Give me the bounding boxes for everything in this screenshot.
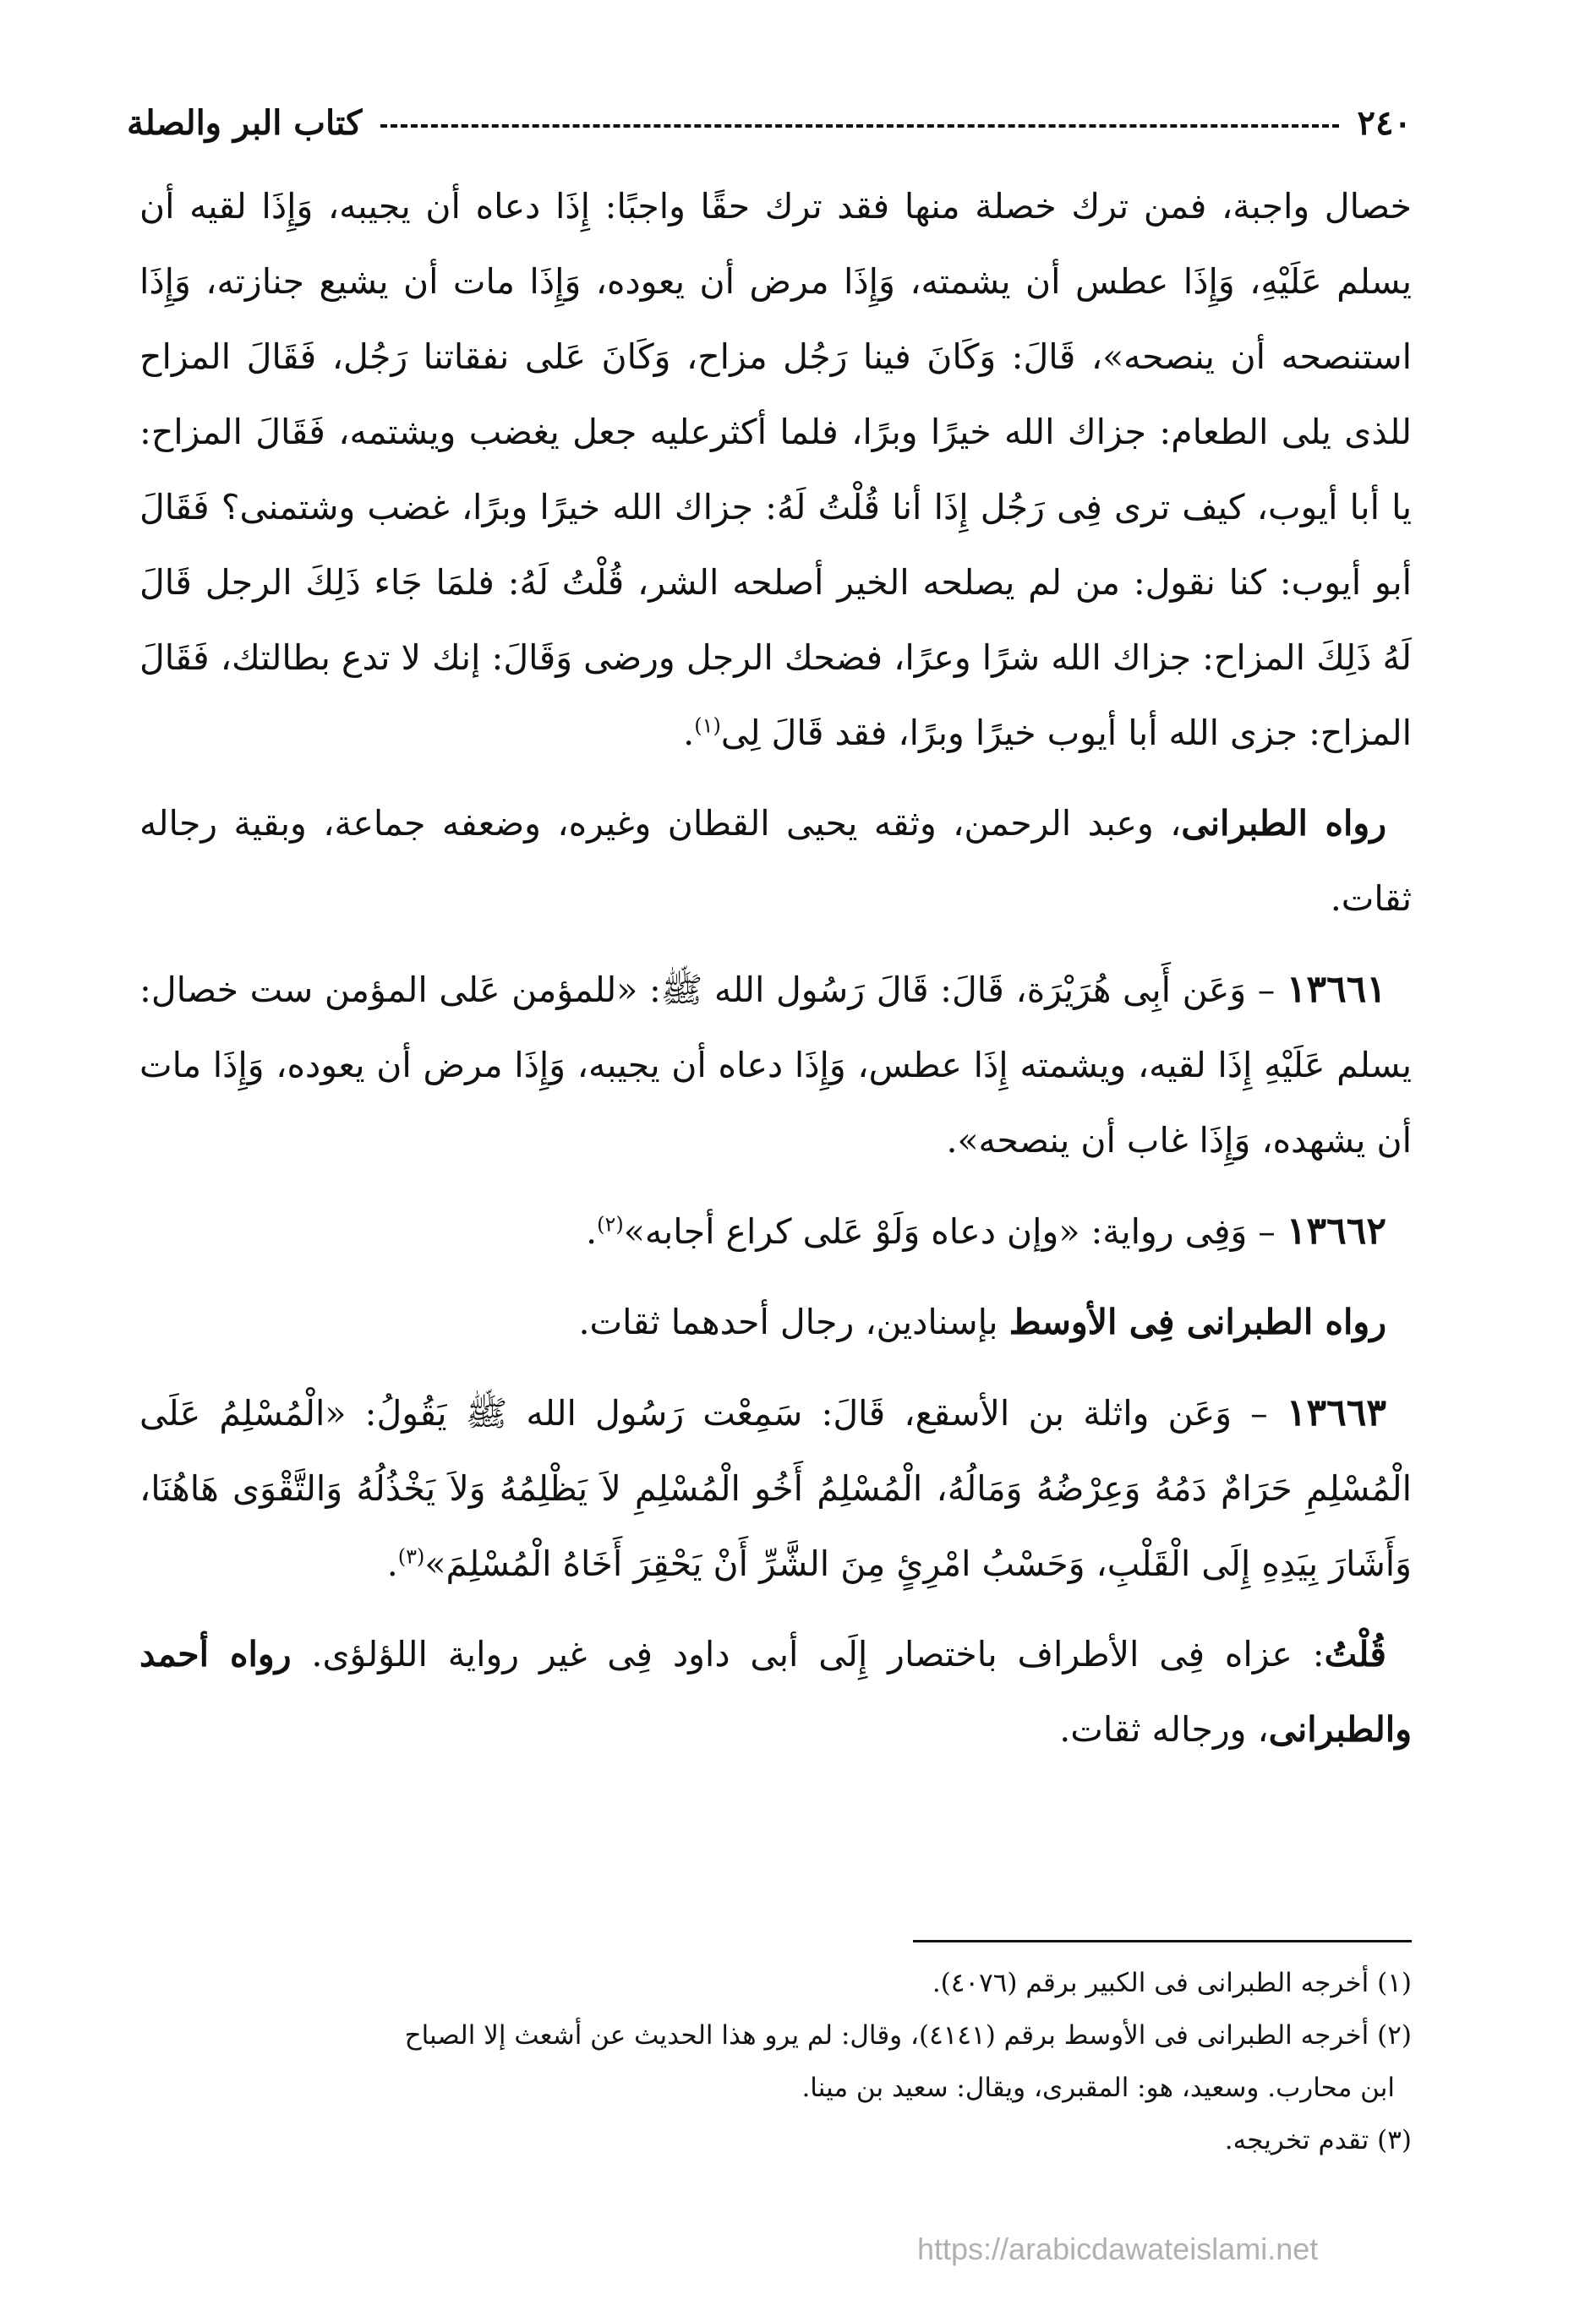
hadith-number: ١٣٦٦٣ (1286, 1391, 1386, 1434)
footnote-1: (١) أخرجه الطبرانى فى الكبير برقم (٤٠٧٦). (932, 1968, 1412, 1998)
footnote-divider (913, 1940, 1412, 1942)
page-header (127, 93, 1412, 152)
hadith-13663: ١٣٦٦٣ – وَعَن واثلة بن الأسقع، قَالَ: سَمِعْت رَسُول الله ﷺ يَقُولُ: «الْمُسْلِمُ عَلَى الْمُسْلِمِ حَرَامٌ دَمُهُ وَعِرْضُهُ وَمَالُهُ، الْمُسْلِمُ أَخُو الْمُسْلِمِ لاَ يَظْلِمُهُ وَلاَ يَخْذُلُهُ وَالتَّقْوَى هَاهُنَا، وَأَشَارَ بِيَدِهِ إِلَى الْقَلْبِ، وَحَسْبُ امْرِئٍ مِنَ الشَّرِّ أَنْ يَحْقِرَ أَخَاهُ الْمُسْلِمَ»$^{(٣)}$. (139, 1391, 1412, 1584)
editor-note (139, 1617, 1412, 1767)
hadith-text: – وَعَن واثلة بن الأسقع، قَالَ: سَمِعْت رَسُول الله ﷺ يَقُولُ: «الْمُسْلِمُ عَلَى الْمُسْلِمِ حَرَامٌ دَمُهُ وَعِرْضُهُ وَمَالُهُ، الْمُسْلِمُ أَخُو الْمُسْلِمِ لاَ يَظْلِمُهُ وَلاَ يَخْذُلُهُ وَالتَّقْوَى هَاهُنَا، وَأَشَارَ بِيَدِهِ إِلَى الْقَلْبِ، وَحَسْبُ امْرِئٍ مِنَ الشَّرِّ أَنْ يَحْقِرَ أَخَاهُ الْمُسْلِمَ» (139, 1393, 1412, 1584)
note-text-end: ، ورجاله ثقات. (1059, 1709, 1269, 1750)
footnote-ref-2: (٢) (597, 1212, 624, 1237)
book-title: كتاب البر والصلة (127, 102, 363, 143)
hadith-text: – وَفِى رواية: «وإن دعاه وَلَوْ عَلى كراع أجابه» (623, 1211, 1287, 1252)
note-source: رواه أحمد والطبرانى (139, 1634, 1412, 1750)
footnote-3: (٣) تقدم تخريجه. (1224, 2125, 1412, 2155)
attribution-1 (139, 786, 1412, 937)
attribution-text: بإسنادين، رجال أحدهما ثقات. (578, 1302, 1009, 1342)
hadith-text: – وَعَن أَبِى هُرَيْرَة، قَالَ: قَالَ رَسُول الله ﷺ: «للمؤمن عَلى المؤمن ست خصال: يسلم عَلَيْهِ إِذَا لقيه، ويشمته إِذَا عطس، وَإِذَا دعاه أن يجيبه، وَإِذَا مرض أن يعوده، وَإِذَا مات أن يشهده، وَإِذَا غاب أن ينصحه». (139, 970, 1412, 1161)
watermark-url: https://arabicdawateislami.net (917, 2232, 1319, 2266)
main-text (139, 169, 1412, 1783)
page-number: ٢٤٠ (1357, 102, 1412, 143)
header-dashed-rule (380, 124, 1338, 128)
footnotes (139, 1957, 1412, 2166)
footnote-ref-3: (٣) (397, 1544, 425, 1569)
attribution-source: رواه الطبرانى (1181, 803, 1386, 844)
hadith-number: ١٣٦٦١ (1286, 968, 1386, 1011)
hadith-13662: ١٣٦٦٢ – وَفِى رواية: «وإن دعاه وَلَوْ عَلى كراع أجابه»$^{(٢)}$. (586, 1210, 1386, 1253)
hadith-number: ١٣٦٦٢ (1286, 1210, 1386, 1253)
attribution-source: رواه الطبرانى فِى الأوسط (1008, 1302, 1386, 1342)
note-label: قُلْتُ (1324, 1634, 1386, 1675)
attribution-text: ، وعبد الرحمن، وثقه يحيى القطان وغيره، وضعفه جماعة، وبقية رجاله ثقات. (139, 803, 1412, 919)
footnote-ref-1: (١) (694, 713, 721, 738)
footnote-2-continuation: ابن محارب. وسعيد، هو: المقبرى، ويقال: سعيد بن مينا. (801, 2073, 1395, 2103)
paragraph-continuation: خصال واجبة، فمن ترك خصلة منها فقد ترك حقًا واجبًا: إِذَا دعاه أن يجيبه، وَإِذَا لقيه أن يسلم عَلَيْهِ، وَإِذَا عطس أن يشمته، وَإِذَا مرض أن يعوده، وَإِذَا مات أن يشيع جنازته، وَإِذَا استنصحه أن ينصحه»، قَالَ: وَكَانَ فينا رَجُل مزاح، وَكَانَ عَلى نفقاتنا رَجُل، فَقَالَ المزاح للذى يلى الطعام: جزاك الله خيرًا وبرًا، فلما أكثرعليه جعل يغضب ويشتمه، فَقَالَ المزاح: يا أبا أيوب، كيف ترى فِى رَجُل إِذَا أنا قُلْتُ لَهُ: جزاك الله خيرًا وبرًا، غضب وشتمنى؟ فَقَالَ أبو أيوب: كنا نقول: من لم يصلحه الخير أصلحه الشر، قُلْتُ لَهُ: فلمَا جَاء ذَلِكَ الرجل قَالَ لَهُ ذَلِكَ المزاح: جزاك الله شرًا وعرًا، فضحك الرجل ورضى وَقَالَ: إنك لا تدع بطالتك، فَقَالَ المزاح: جزى الله أبا أيوب خيرًا وبرًا، فقد قَالَ لِى$^{(١)}$. (139, 186, 1412, 753)
attribution-2 (139, 1285, 1412, 1360)
paragraph-text: خصال واجبة، فمن ترك خصلة منها فقد ترك حقًا واجبًا: إِذَا دعاه أن يجيبه، وَإِذَا لقيه أن يسلم عَلَيْهِ، وَإِذَا عطس أن يشمته، وَإِذَا مرض أن يعوده، وَإِذَا مات أن يشيع جنازته، وَإِذَا استنصحه أن ينصحه»، قَالَ: وَكَانَ فينا رَجُل مزاح، وَكَانَ عَلى نفقاتنا رَجُل، فَقَالَ المزاح للذى يلى الطعام: جزاك الله خيرًا وبرًا، فلما أكثرعليه جعل يغضب ويشتمه، فَقَالَ المزاح: يا أبا أيوب، كيف ترى فِى رَجُل إِذَا أنا قُلْتُ لَهُ: جزاك الله خيرًا وبرًا، غضب وشتمنى؟ فَقَالَ أبو أيوب: كنا نقول: من لم يصلحه الخير أصلحه الشر، قُلْتُ لَهُ: فلمَا جَاء ذَلِكَ الرجل قَالَ لَهُ ذَلِكَ المزاح: جزاك الله شرًا وعرًا، فضحك الرجل ورضى وَقَالَ: إنك لا تدع بطالتك، فَقَالَ المزاح: جزى الله أبا أيوب خيرًا وبرًا، فقد قَالَ لِى (139, 186, 1412, 753)
footnote-2: (٢) أخرجه الطبرانى فى الأوسط برقم (٤١٤١)، وقال: لم يرو هذا الحديث عن أشعث إلا الصباح (404, 2020, 1412, 2051)
note-text: : عزاه فِى الأطراف باختصار إِلَى أبى داود فِى غير رواية اللؤلؤى. (291, 1634, 1325, 1675)
hadith-13661 (139, 952, 1412, 1178)
